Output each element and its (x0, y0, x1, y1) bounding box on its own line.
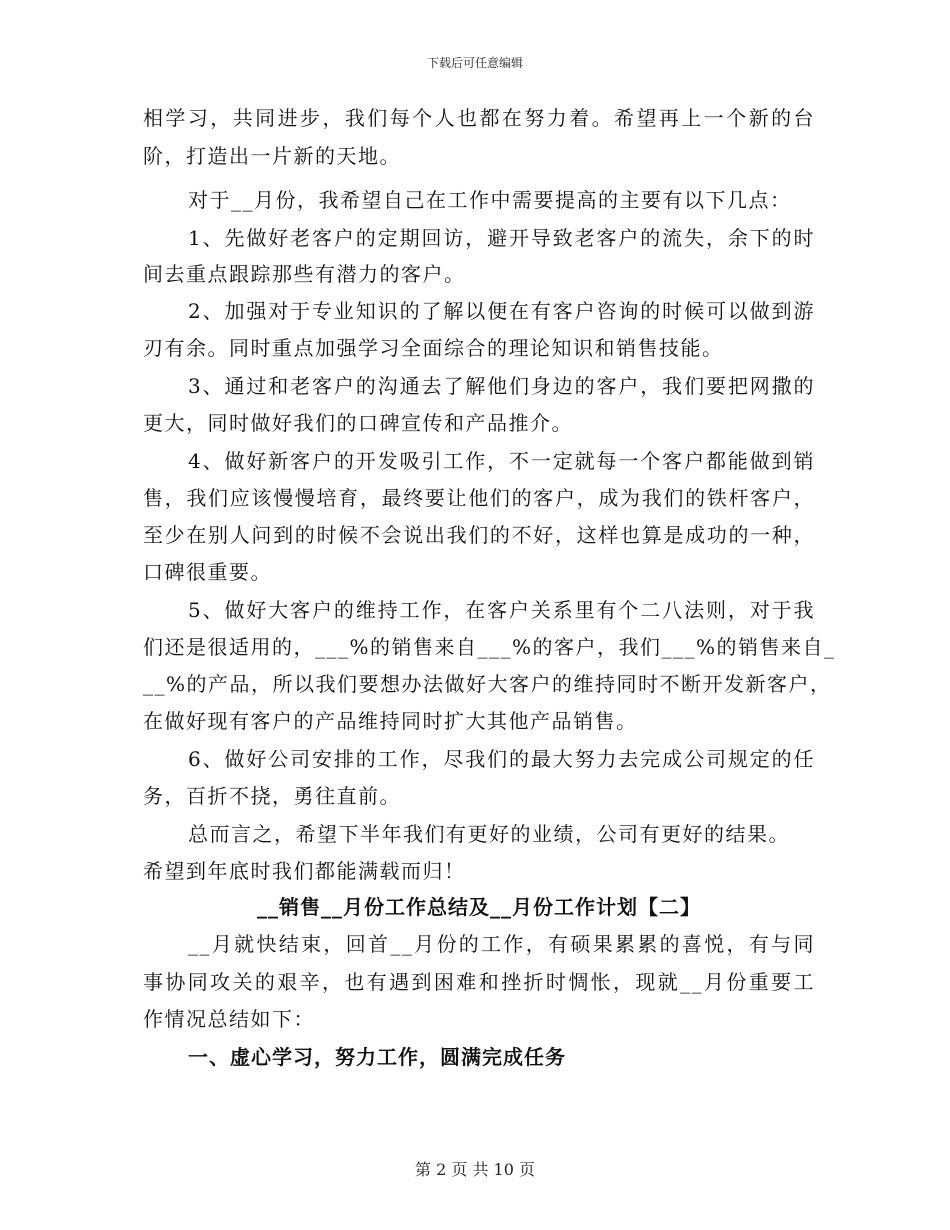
text-line: 作情况总结如下： (143, 1007, 315, 1031)
text-line: 间去重点跟踪那些有潜力的客户。 (143, 262, 466, 286)
text-line: 更大，同时做好我们的口碑宣传和产品推介。 (143, 411, 573, 435)
text-line: __月就快结束，回首__月份的工作，有硕果累累的喜悦，有与同 (188, 932, 815, 956)
section-heading: __销售__月份工作总结及__月份工作计划【二】 (257, 895, 701, 919)
text-line: 相学习，共同进步，我们每个人也都在努力着。希望再上一个新的台 (143, 106, 815, 130)
text-line: 总而言之，希望下半年我们有更好的业绩，公司有更好的结果。 (188, 822, 790, 846)
text-line: 们还是很适用的，___%的销售来自___%的客户，我们___%的销售来自_ (143, 635, 836, 659)
text-line: 1、先做好老客户的定期回访，避开导致老客户的流失，余下的时 (188, 226, 815, 250)
text-line: 刃有余。同时重点加强学习全面综合的理论知识和销售技能。 (143, 336, 724, 360)
text-line: 务，百折不挠，勇往直前。 (143, 784, 401, 808)
text-line: 在做好现有客户的产品维持同时扩大其他产品销售。 (143, 709, 638, 733)
text-line: __%的产品，所以我们要想办法做好大客户的维持同时不断开发新客户， (143, 672, 832, 696)
text-line: 事协同攻关的艰辛，也有遇到困难和挫折时惆怅，现就__月份重要工 (143, 970, 815, 994)
text-line: 5、做好大客户的维持工作，在客户关系里有个二八法则，对于我 (188, 598, 815, 622)
text-line: 3、通过和老客户的沟通去了解他们身边的客户，我们要把网撒的 (188, 374, 815, 398)
text-line: 4、做好新客户的开发吸引工作，不一定就每一个客户都能做到销 (188, 449, 815, 473)
page-footer: 第 2 页 共 10 页 (415, 1160, 535, 1179)
text-line: 2、加强对于专业知识的了解以便在有客户咨询的时候可以做到游 (188, 299, 815, 323)
text-line: 6、做好公司安排的工作，尽我们的最大努力去完成公司规定的任 (188, 747, 815, 771)
text-line: 希望到年底时我们都能满载而归！ (143, 859, 466, 883)
text-line: 售，我们应该慢慢培育，最终要让他们的客户，成为我们的铁杆客户， (143, 486, 815, 510)
text-line: 阶，打造出一片新的天地。 (143, 144, 401, 168)
page-header: 下载后可任意编辑 (426, 56, 523, 70)
text-line: 对于__月份，我希望自己在工作中需要提高的主要有以下几点： (188, 188, 792, 212)
text-line: 口碑很重要。 (143, 560, 272, 584)
text-line: 至少在别人问到的时候不会说出我们的不好，这样也算是成功的一种， (143, 523, 815, 547)
section-heading: 一、虚心学习，努力工作，圆满完成任务 (188, 1045, 566, 1069)
